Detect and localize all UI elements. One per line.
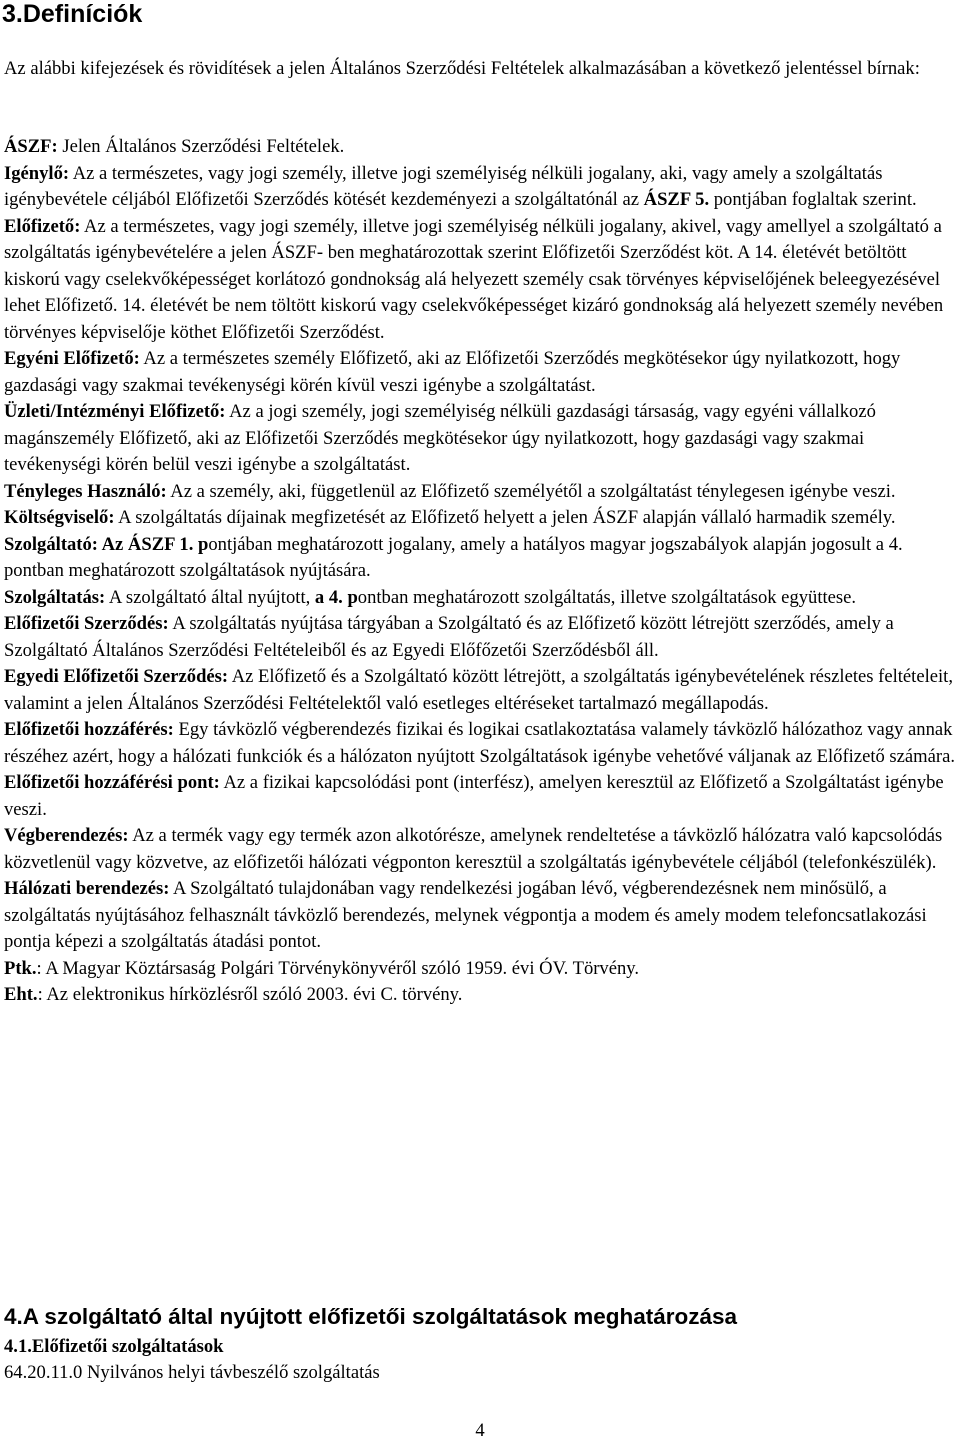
definition-term: Tényleges Használó: — [4, 480, 167, 502]
definition-text: Az a fizikai kapcsolódási pont (interfész), amelyen keresztül az Előfizető a Szolgáltatást igénybe veszi. — [4, 772, 944, 820]
definition-term: Eht. — [4, 984, 38, 1005]
definition-term-inline: ÁSZF 5. — [643, 189, 710, 210]
definition-text: : A Magyar Köztársaság Polgári Törvénykönyvéről szóló 1959. évi ÓV. Törvény. — [36, 957, 640, 979]
definition-text: ontban meghatározott szolgáltatás, illetve szolgáltatások együttese. — [357, 586, 857, 608]
definition-elofizetoi-szerzodes — [4, 611, 956, 664]
definition-term: Előfizetői Szerződés: — [4, 613, 169, 634]
definition-szolgaltato — [4, 532, 956, 585]
definition-aszf — [4, 134, 956, 161]
definition-text: ontjában meghatározott jogalany, amely a hatályos magyar jogszabályok alapján jogosult a 4. pontban meghatározott szolgáltatások nyújtására. — [4, 533, 903, 581]
definition-eht — [4, 982, 956, 1009]
definition-text: Az a természetes személy Előfizető, aki az Előfizetői Szerződés megkötésekor úgy nyilatkozott, hogy gazdasági vagy szakmai tevékenységi körén kívül veszi igénybe a szolgáltatást. — [4, 348, 901, 396]
definition-szolgaltatas — [4, 585, 956, 612]
definition-koltsegviselo — [4, 505, 956, 532]
definition-egyeni-elofizeto — [4, 346, 956, 399]
definition-term: Előfizető: — [4, 215, 81, 237]
definition-text: Az Előfizető és a Szolgáltató között létrejött, a szolgáltatás igénybevételének részletes feltételeit, valamint a jelen Általános Szerződési Feltételektől való esetleges eltéréseket tartalmazó megállapodás. — [4, 666, 953, 714]
definition-text: Az a természetes, vagy jogi személy, illetve jogi személyiség nélküli jogalany, aki, vagy amely a szolgáltatás igénybevétele céljából Előfizetői Szerződés kötését kezdeményezi a szolgáltatónál az — [4, 162, 883, 210]
definition-term: Végberendezés: — [4, 825, 129, 846]
definition-text: Az a termék vagy egy termék azon alkotórésze, amelynek rendeltetése a távközlő hálózatra való kapcsolódás közvetlenül vagy közvetve, az előfizetői hálózati végponton keresztül a szolgáltatás igénybevétele céljából (telefonkészülék). — [4, 825, 943, 873]
service-line: 64.20.11.0 Nyilvános helyi távbeszélő szolgáltatás — [4, 1362, 380, 1383]
definition-term: Szolgáltatás: — [4, 586, 106, 608]
definition-term: Igénylő: — [4, 162, 70, 184]
definition-text: A szolgáltatás díjainak megfizetését az Előfizető helyett a jelen ÁSZF alapján vállaló harmadik személy. — [114, 507, 896, 528]
definition-term: Üzleti/Intézményi Előfizető: — [4, 401, 226, 422]
definition-text: Jelen Általános Szerződési Feltételek. — [57, 136, 345, 157]
page-number: 4 — [475, 1420, 485, 1441]
definition-elofizeto — [4, 214, 956, 347]
definition-text: Az a jogi személy, jogi személyiség nélküli gazdasági társaság, vagy egyéni vállalkozó magánszemély Előfizető, aki az Előfizetői Szerződés megkötésekor úgy nyilatkozott, hogy gazdasági vagy szakmai tevékenységi körén belül veszi igénybe a szolgáltatást. — [4, 401, 876, 475]
definition-text: A szolgáltatás nyújtása tárgyában a Szolgáltató és az Előfizető között létrejött szerződés, amely a Szolgáltató Általános Szerződési Feltételeiből és az Egyedi Előfőzetői Szerződésből áll. — [4, 613, 894, 661]
definition-term-inline: a 4. p — [314, 586, 358, 608]
definition-elofizetoi-hozzaferes — [4, 717, 956, 770]
section-heading: 3.Definíciók — [2, 0, 143, 28]
definition-term: Egyedi Előfizetői Szerződés: — [4, 666, 229, 687]
section4-heading: 4.A szolgáltató által nyújtott előfizetői szolgáltatások meghatározása — [4, 1304, 738, 1329]
definition-term: Szolgáltató: Az ÁSZF 1. p — [4, 533, 209, 555]
definition-term: Előfizetői hozzáférési pont: — [4, 772, 220, 793]
definition-text: Egy távközlő végberendezés fizikai és logikai csatlakoztatása valamely távközlő hálózathoz vagy annak részéhez azért, hogy a hálózati funkciók és a hálózaton nyújtott Szolgáltatások igénybe vehetővé váljanak az Előfizető számára. — [4, 719, 955, 767]
definition-uzleti-elofizeto — [4, 399, 956, 479]
definition-text: A szolgáltató által nyújtott, — [105, 586, 315, 608]
definition-egyedi-szerzodes — [4, 664, 956, 717]
intro-paragraph: Az alábbi kifejezések és rövidítések a jelen Általános Szerződési Feltételek alkalmazásában a következő jelentéssel bírnak: — [4, 58, 920, 79]
definition-igenylo — [4, 161, 956, 214]
definition-term: Költségviselő: — [4, 507, 115, 528]
definition-term: Ptk. — [4, 957, 37, 979]
definition-term: Egyéni Előfizető: — [4, 348, 140, 369]
definition-tenyleges-hasznalo — [4, 479, 956, 506]
definition-text: : Az elektronikus hírközlésről szóló 2003. évi C. törvény. — [37, 984, 463, 1005]
definition-term: ÁSZF: — [4, 136, 58, 157]
definition-text: Az a természetes, vagy jogi személy, illetve jogi személyiség nélküli jogalany, akivel, vagy amellyel a szolgáltató a szolgáltatás igénybevételére a jelen ÁSZF- ben meghatározottak szerint Előfizetői Szerződést köt. A 14. életévét betöltött kiskorú vagy cselekvőképességet korlátozó gondnokság alá helyezett személy csak törvényes képviselőjének beleegyezésével lehet Előfizető. 14. életévét be nem töltött kiskorú vagy cselekvőképességet kizáró gondnokság alá helyezett személy nevében törvényes képviselője köthet Előfizetői Szerződést. — [4, 215, 944, 343]
definition-vegberendezes — [4, 823, 956, 876]
definition-hozzaferesi-pont — [4, 770, 956, 823]
definition-ptk — [4, 956, 956, 983]
definition-text: A Szolgáltató tulajdonában vagy rendelkezési jogában lévő, végberendezésnek nem minősülő, a szolgáltatás nyújtásához felhasznált távközlő berendezés, melynek végpontja a modem és amely modem telefoncsatlakozási pontja képezi a szolgáltatás átadási pontot. — [4, 878, 927, 952]
definition-halozati-berendezes — [4, 876, 956, 956]
definition-text: Az a személy, aki, függetlenül az Előfizető személyétől a szolgáltatást ténylegesen igénybe veszi. — [166, 480, 896, 502]
definition-term: Előfizetői hozzáférés: — [4, 719, 174, 740]
definition-term: Hálózati berendezés: — [4, 878, 170, 899]
definitions-list — [4, 134, 956, 1009]
section4-subheading: 4.1.Előfizetői szolgáltatások — [4, 1336, 224, 1357]
definition-text: pontjában foglaltak szerint. — [709, 189, 917, 210]
